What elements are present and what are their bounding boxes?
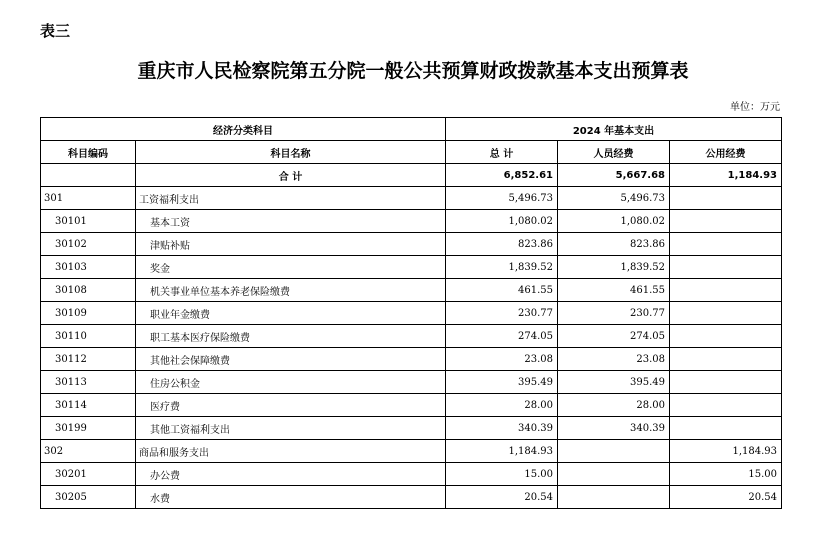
page-title: 重庆市人民检察院第五分院一般公共预算财政拨款基本支出预算表 [137,60,689,82]
table-row [41,463,782,486]
row-code: 30109 [41,302,136,325]
row-public [670,279,782,302]
row-public [670,256,782,279]
row-personnel: 230.77 [558,302,670,325]
row-name: 水费 [136,486,446,509]
row-total: 230.77 [446,302,558,325]
header-row-group [41,118,782,141]
header-row-columns [41,141,782,164]
row-code: 30101 [41,210,136,233]
row-name: 办公费 [136,463,446,486]
row-personnel: 1,080.02 [558,210,670,233]
total-label: 合 计 [136,164,446,187]
row-total: 28.00 [446,394,558,417]
table-row [41,417,782,440]
row-public [670,233,782,256]
row-personnel [558,486,670,509]
header-code: 科目编码 [41,141,136,164]
budget-table [40,117,782,509]
row-name: 机关事业单位基本养老保险缴费 [136,279,446,302]
table-row [41,233,782,256]
row-code: 30205 [41,486,136,509]
table-tag: 表三 [40,22,71,40]
row-total: 5,496.73 [446,187,558,210]
row-name: 职工基本医疗保险缴费 [136,325,446,348]
row-public [670,348,782,371]
row-personnel: 28.00 [558,394,670,417]
row-personnel: 823.86 [558,233,670,256]
row-public [670,371,782,394]
table-row [41,440,782,463]
row-total: 15.00 [446,463,558,486]
row-name: 工资福利支出 [136,187,446,210]
row-name: 其他工资福利支出 [136,417,446,440]
header-personnel: 人员经费 [558,141,670,164]
row-code: 30108 [41,279,136,302]
row-personnel: 23.08 [558,348,670,371]
row-public [670,210,782,233]
row-total: 20.54 [446,486,558,509]
total-public: 1,184.93 [670,164,782,187]
row-code: 30102 [41,233,136,256]
row-personnel: 5,496.73 [558,187,670,210]
total-personnel: 5,667.68 [558,164,670,187]
row-total: 1,184.93 [446,440,558,463]
row-public: 15.00 [670,463,782,486]
table-row [41,187,782,210]
row-code: 301 [41,187,136,210]
row-name: 基本工资 [136,210,446,233]
table-row [41,325,782,348]
row-public [670,187,782,210]
table-row [41,348,782,371]
row-public: 20.54 [670,486,782,509]
row-public [670,302,782,325]
row-total: 461.55 [446,279,558,302]
row-personnel: 461.55 [558,279,670,302]
row-name: 其他社会保障缴费 [136,348,446,371]
row-code: 30103 [41,256,136,279]
row-total: 340.39 [446,417,558,440]
row-personnel [558,440,670,463]
table-row [41,256,782,279]
table-row [41,486,782,509]
row-name: 住房公积金 [136,371,446,394]
row-code: 302 [41,440,136,463]
total-total: 6,852.61 [446,164,558,187]
total-row [41,164,782,187]
row-personnel [558,463,670,486]
row-public [670,325,782,348]
row-public [670,394,782,417]
header-econ-classification: 经济分类科目 [41,118,446,141]
table-row [41,371,782,394]
row-name: 奖金 [136,256,446,279]
table-row [41,210,782,233]
row-personnel: 1,839.52 [558,256,670,279]
row-total: 23.08 [446,348,558,371]
row-personnel: 395.49 [558,371,670,394]
row-total: 1,839.52 [446,256,558,279]
row-public: 1,184.93 [670,440,782,463]
row-name: 津贴补贴 [136,233,446,256]
header-total: 总 计 [446,141,558,164]
row-total: 1,080.02 [446,210,558,233]
row-name: 医疗费 [136,394,446,417]
row-code: 30201 [41,463,136,486]
header-name: 科目名称 [136,141,446,164]
table-row [41,394,782,417]
row-total: 274.05 [446,325,558,348]
header-public: 公用经费 [670,141,782,164]
row-public [670,417,782,440]
row-name: 职业年金缴费 [136,302,446,325]
row-personnel: 274.05 [558,325,670,348]
row-total: 823.86 [446,233,558,256]
row-code: 30113 [41,371,136,394]
row-code: 30112 [41,348,136,371]
row-code: 30110 [41,325,136,348]
row-name: 商品和服务支出 [136,440,446,463]
row-code: 30199 [41,417,136,440]
header-year-basic-expenditure: 2024 年基本支出 [446,118,782,141]
row-personnel: 340.39 [558,417,670,440]
table-row [41,279,782,302]
unit-label: 单位：万元 [730,102,780,113]
row-total: 395.49 [446,371,558,394]
table-row [41,302,782,325]
row-code: 30114 [41,394,136,417]
total-code-cell [41,164,136,187]
